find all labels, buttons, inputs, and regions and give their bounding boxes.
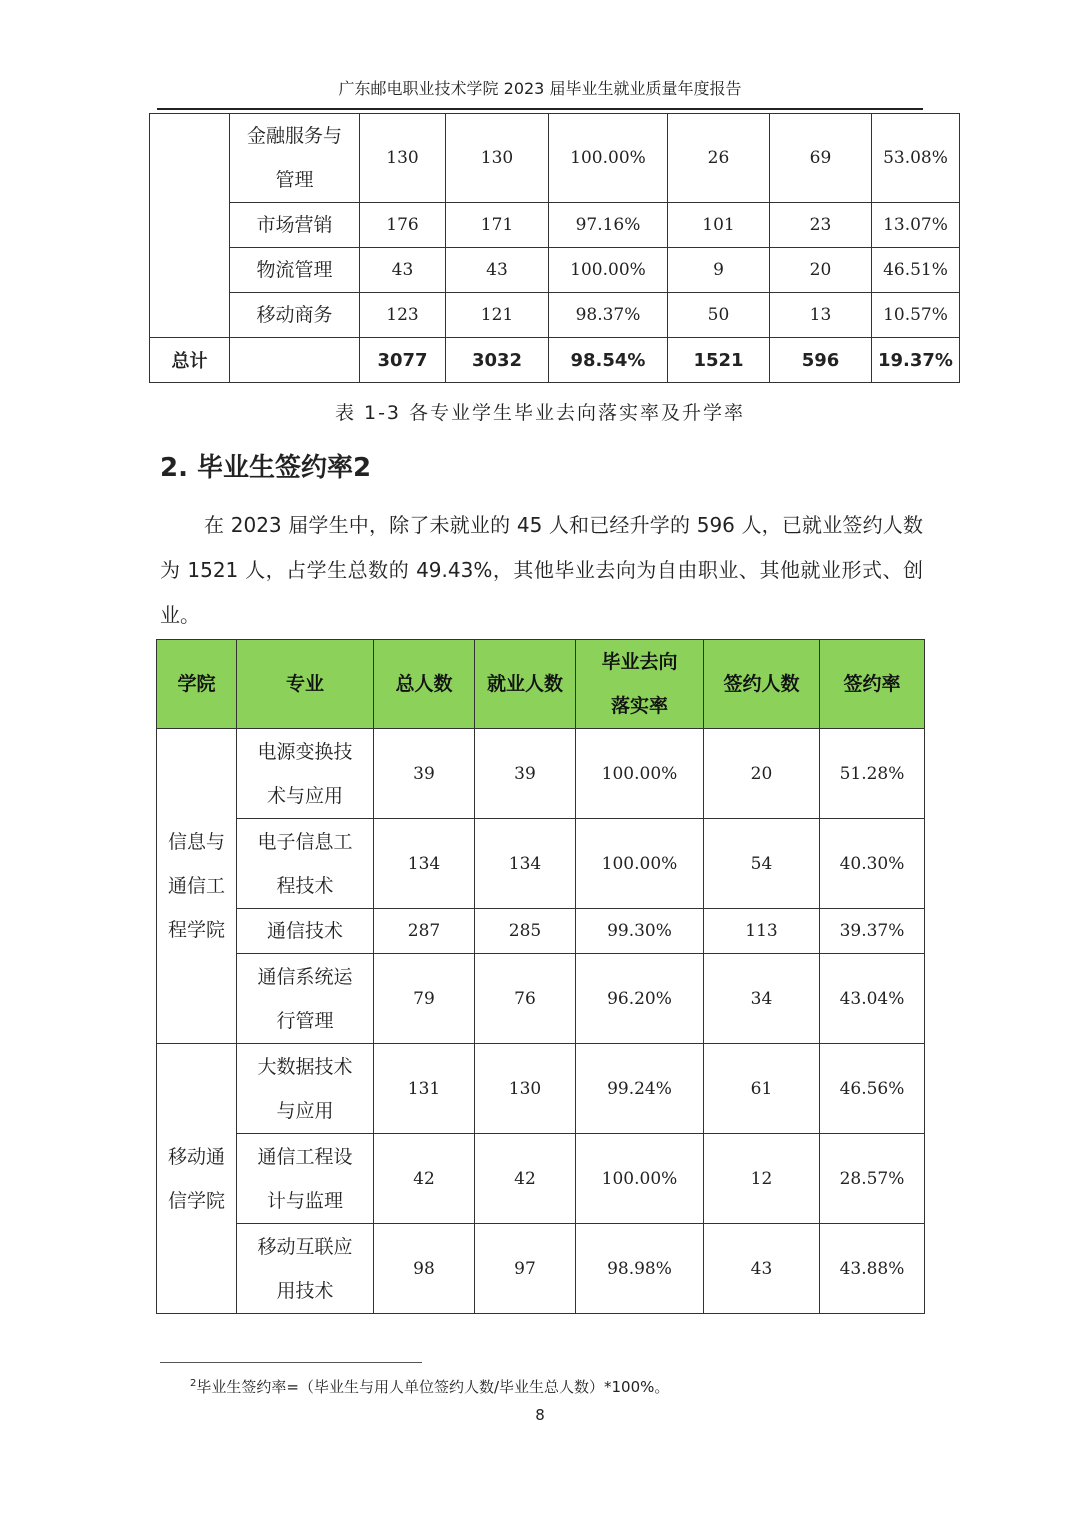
table-cell: 9 bbox=[668, 248, 770, 293]
table-cell: 130 bbox=[360, 114, 446, 203]
table-cell: 46.56% bbox=[820, 1044, 925, 1134]
footnote-divider bbox=[160, 1362, 422, 1363]
table-cell: 20 bbox=[770, 248, 872, 293]
table-cell: 97 bbox=[475, 1224, 576, 1314]
table-cell-major: 金融服务与管理 bbox=[230, 114, 360, 203]
table-cell: 13 bbox=[770, 293, 872, 338]
report-header-title: 广东邮电职业技术学院 2023 届毕业生就业质量年度报告 bbox=[338, 79, 742, 98]
table-cell: 98.37% bbox=[549, 293, 668, 338]
table-cell: 39 bbox=[374, 729, 475, 819]
table-row bbox=[157, 1224, 925, 1314]
table-total-row bbox=[150, 338, 960, 383]
table-row bbox=[150, 114, 960, 203]
table-cell: 50 bbox=[668, 293, 770, 338]
table-cell: 100.00% bbox=[576, 729, 704, 819]
table-row bbox=[157, 1134, 925, 1224]
table-cell: 131 bbox=[374, 1044, 475, 1134]
table-cell: 3032 bbox=[446, 338, 549, 383]
table-cell: 100.00% bbox=[576, 819, 704, 909]
placement-rate-table bbox=[149, 113, 960, 383]
table-cell: 98.98% bbox=[576, 1224, 704, 1314]
table-cell: 99.24% bbox=[576, 1044, 704, 1134]
table-cell: 39.37% bbox=[820, 909, 925, 954]
table-cell-major: 大数据技术与应用 bbox=[237, 1044, 374, 1134]
table-cell: 98.54% bbox=[549, 338, 668, 383]
table-cell: 42 bbox=[475, 1134, 576, 1224]
column-header-placement-rate: 毕业去向落实率 bbox=[576, 640, 704, 729]
table-cell: 3077 bbox=[360, 338, 446, 383]
table-cell-major: 物流管理 bbox=[230, 248, 360, 293]
table-cell-college-empty bbox=[150, 114, 230, 338]
section-heading: 2. 毕业生签约率2 bbox=[160, 453, 372, 483]
table-cell-major: 通信工程设计与监理 bbox=[237, 1134, 374, 1224]
table-cell: 113 bbox=[704, 909, 820, 954]
table-caption: 表 1-3 各专业学生毕业去向落实率及升学率 bbox=[334, 402, 746, 424]
table-cell: 43 bbox=[704, 1224, 820, 1314]
table-cell: 51.28% bbox=[820, 729, 925, 819]
table-cell-college: 信息与通信工程学院 bbox=[157, 729, 237, 1044]
table-cell: 130 bbox=[475, 1044, 576, 1134]
column-header-employed: 就业人数 bbox=[475, 640, 576, 729]
table-row bbox=[157, 729, 925, 819]
table-cell: 13.07% bbox=[872, 203, 960, 248]
table-cell: 12 bbox=[704, 1134, 820, 1224]
table-cell: 10.57% bbox=[872, 293, 960, 338]
table-cell: 54 bbox=[704, 819, 820, 909]
table-cell-college: 移动通信学院 bbox=[157, 1044, 237, 1314]
footnote-text: 毕业生签约率=（毕业生与用人单位签约人数/毕业生总人数）*100%。 bbox=[196, 1378, 670, 1396]
table-row bbox=[157, 1044, 925, 1134]
table-cell: 121 bbox=[446, 293, 549, 338]
table-cell: 171 bbox=[446, 203, 549, 248]
header-divider bbox=[157, 108, 923, 110]
table-row bbox=[157, 819, 925, 909]
table-row bbox=[150, 248, 960, 293]
table-cell: 287 bbox=[374, 909, 475, 954]
table-cell: 43.88% bbox=[820, 1224, 925, 1314]
table-cell: 26 bbox=[668, 114, 770, 203]
column-header-signed: 签约人数 bbox=[704, 640, 820, 729]
table-cell-major: 市场营销 bbox=[230, 203, 360, 248]
table-cell: 100.00% bbox=[549, 114, 668, 203]
table-cell: 46.51% bbox=[872, 248, 960, 293]
table-cell-empty bbox=[230, 338, 360, 383]
table-cell: 34 bbox=[704, 954, 820, 1044]
table-header-row bbox=[157, 640, 925, 729]
table-cell-major: 通信技术 bbox=[237, 909, 374, 954]
table-cell: 39 bbox=[475, 729, 576, 819]
table-cell-major: 电子信息工程技术 bbox=[237, 819, 374, 909]
page-number: 8 bbox=[535, 1406, 545, 1424]
table-cell: 79 bbox=[374, 954, 475, 1044]
table-row bbox=[150, 293, 960, 338]
table-cell-major: 移动商务 bbox=[230, 293, 360, 338]
table-cell-major: 电源变换技术与应用 bbox=[237, 729, 374, 819]
column-header-college: 学院 bbox=[157, 640, 237, 729]
table-cell: 285 bbox=[475, 909, 576, 954]
column-header-total: 总人数 bbox=[374, 640, 475, 729]
table-cell: 43.04% bbox=[820, 954, 925, 1044]
table-cell: 100.00% bbox=[549, 248, 668, 293]
table-cell: 596 bbox=[770, 338, 872, 383]
table-row bbox=[157, 909, 925, 954]
table-cell: 20 bbox=[704, 729, 820, 819]
table-cell: 99.30% bbox=[576, 909, 704, 954]
table-cell: 100.00% bbox=[576, 1134, 704, 1224]
table-cell: 134 bbox=[374, 819, 475, 909]
signing-rate-table bbox=[156, 639, 925, 1314]
footnote-marker: 2 bbox=[190, 1378, 197, 1389]
table-cell: 96.20% bbox=[576, 954, 704, 1044]
table-cell: 53.08% bbox=[872, 114, 960, 203]
table-cell: 23 bbox=[770, 203, 872, 248]
table-cell: 19.37% bbox=[872, 338, 960, 383]
total-label: 总计 bbox=[150, 338, 230, 383]
table-cell-major: 移动互联应用技术 bbox=[237, 1224, 374, 1314]
section-paragraph: 在 2023 届学生中，除了未就业的 45 人和已经升学的 596 人，已就业签约人数为 1521 人，占学生总数的 49.43%，其他毕业去向为自由职业、其他就业形式、创业。 bbox=[160, 513, 923, 627]
column-header-sign-rate: 签约率 bbox=[820, 640, 925, 729]
table-cell: 98 bbox=[374, 1224, 475, 1314]
table-cell-major: 通信系统运行管理 bbox=[237, 954, 374, 1044]
table-row bbox=[150, 203, 960, 248]
table-cell: 101 bbox=[668, 203, 770, 248]
table-cell: 130 bbox=[446, 114, 549, 203]
table-cell: 28.57% bbox=[820, 1134, 925, 1224]
table-cell: 61 bbox=[704, 1044, 820, 1134]
column-header-major: 专业 bbox=[237, 640, 374, 729]
table-cell: 69 bbox=[770, 114, 872, 203]
table-cell: 40.30% bbox=[820, 819, 925, 909]
table-cell: 43 bbox=[360, 248, 446, 293]
table-cell: 42 bbox=[374, 1134, 475, 1224]
table-cell: 76 bbox=[475, 954, 576, 1044]
table-cell: 134 bbox=[475, 819, 576, 909]
table-cell: 43 bbox=[446, 248, 549, 293]
table-cell: 176 bbox=[360, 203, 446, 248]
table-row bbox=[157, 954, 925, 1044]
table-cell: 123 bbox=[360, 293, 446, 338]
table-cell: 97.16% bbox=[549, 203, 668, 248]
table-cell: 1521 bbox=[668, 338, 770, 383]
footnote bbox=[190, 1376, 669, 1397]
